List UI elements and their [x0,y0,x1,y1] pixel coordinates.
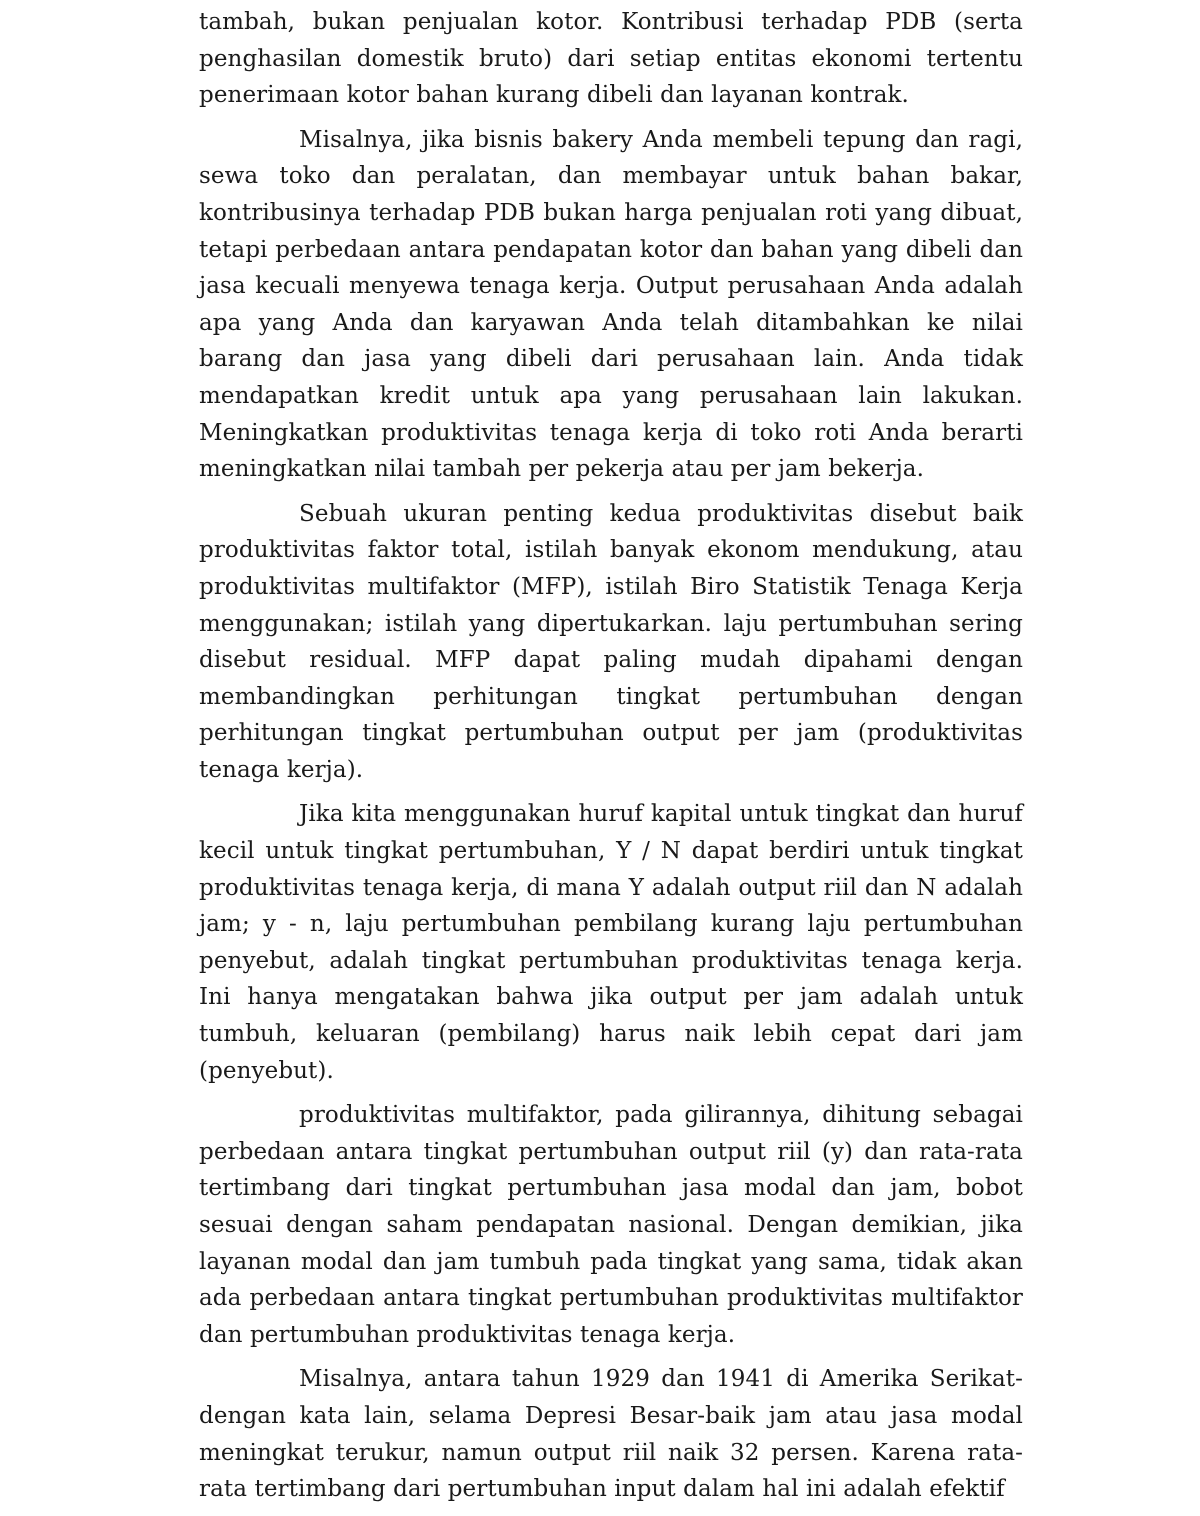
paragraph-mfp-calculation: produktivitas multifaktor, pada gilirannya, dihitung sebagai perbedaan antara tingkat pertumbuhan output riil (y) dan rata-rata tertimbang dari tingkat pertumbuhan jasa modal dan jam, bobot sesuai dengan saham pendapatan nasional. Dengan demikian, jika layanan modal dan jam tumbuh pada tingkat yang sama, tidak akan ada perbedaan antara tingkat pertumbuhan produktivitas multifaktor dan pertumbuhan produktivitas tenaga kerja. [199,1102,1023,1348]
paragraph-growth-notation: Jika kita menggunakan huruf kapital untuk tingkat dan huruf kecil untuk tingkat pertumbuhan, Y / N dapat berdiri untuk tingkat produktivitas tenaga kerja, di mana Y adalah output riil dan N adalah jam; y - n, laju pertumbuhan pembilang kurang laju pertumbuhan penyebut, adalah tingkat pertumbuhan produktivitas tenaga kerja. Ini hanya mengatakan bahwa jika output per jam adalah untuk tumbuh, keluaran (pembilang) harus naik lebih cepat dari jam (penyebut). [199,801,1023,1084]
paragraph-continuation: tambah, bukan penjualan kotor. Kontribusi terhadap PDB (serta penghasilan domestik bruto) dari setiap entitas ekonomi tertentu penerimaan kotor bahan kurang dibeli dan layanan kontrak. [199,9,1023,109]
paragraph-great-depression-example: Misalnya, antara tahun 1929 dan 1941 di Amerika Serikat-dengan kata lain, selama Depresi Besar-baik jam atau jasa modal meningkat terukur, namun output riil naik 32 persen. Karena rata-rata tertimbang dari pertumbuhan input dalam hal ini adalah efektif [199,1366,1023,1503]
paragraph-bakery-example: Misalnya, jika bisnis bakery Anda membeli tepung dan ragi, sewa toko dan peralatan, dan membayar untuk bahan bakar, kontribusinya terhadap PDB bukan harga penjualan roti yang dibuat, tetapi perbedaan antara pendapatan kotor dan bahan yang dibeli dan jasa kecuali menyewa tenaga kerja. Output perusahaan Anda adalah apa yang Anda dan karyawan Anda telah ditambahkan ke nilai barang dan jasa yang dibeli dari perusahaan lain. Anda tidak mendapatkan kredit untuk apa yang perusahaan lain lakukan. Meningkatkan produktivitas tenaga kerja di toko roti Anda berarti meningkatkan nilai tambah per pekerja atau per jam bekerja. [199,126,1023,483]
document-page [199,0,1023,1516]
paragraph-multifactor-productivity: Sebuah ukuran penting kedua produktivitas disebut baik produktivitas faktor total, istilah banyak ekonom mendukung, atau produktivitas multifaktor (MFP), istilah Biro Statistik Tenaga Kerja menggunakan; istilah yang dipertukarkan. laju pertumbuhan sering disebut residual. MFP dapat paling mudah dipahami dengan membandingkan perhitungan tingkat pertumbuhan dengan perhitungan tingkat pertumbuhan output per jam (produktivitas tenaga kerja). [199,500,1023,783]
